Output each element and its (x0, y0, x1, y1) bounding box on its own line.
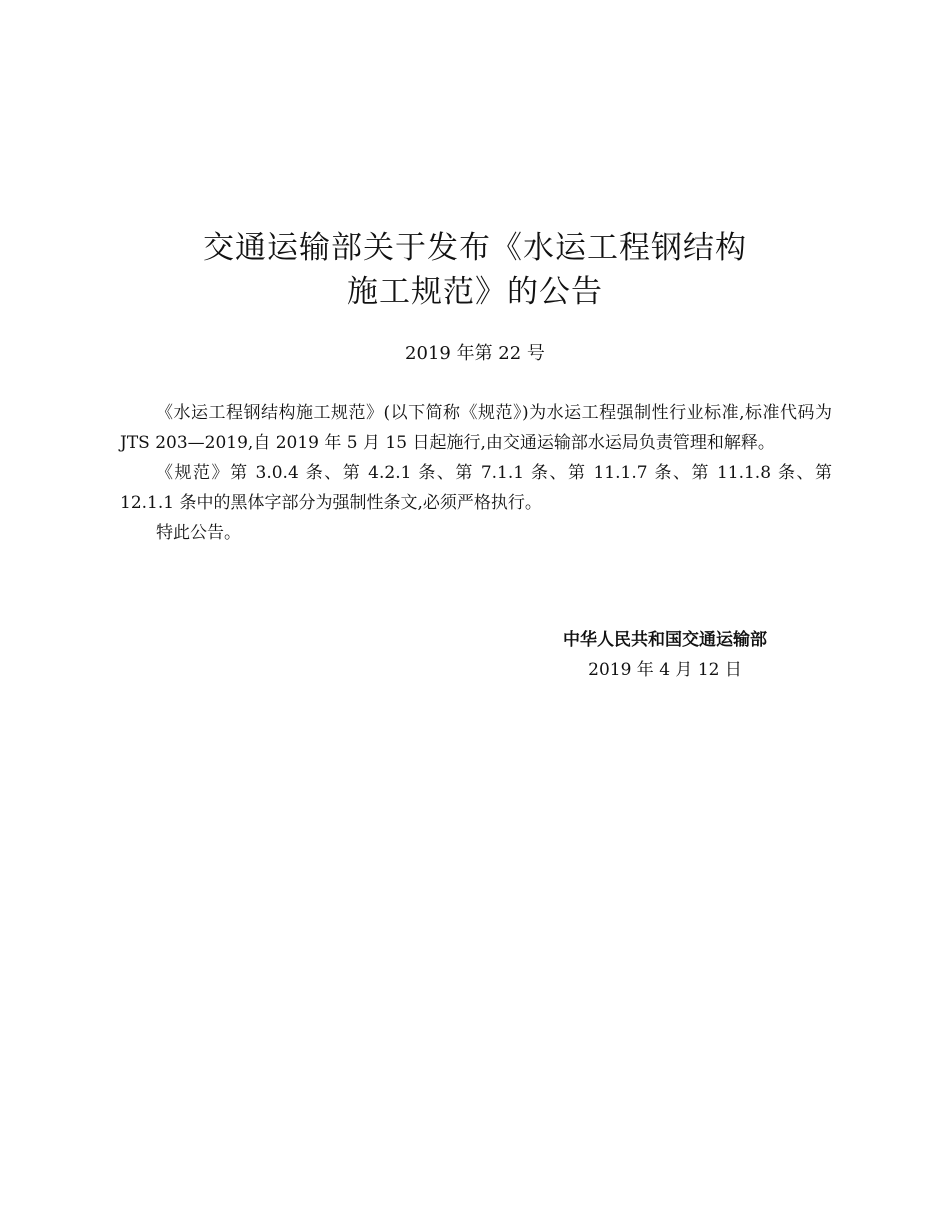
document-number: 2019 年第 22 号 (405, 343, 545, 364)
title-line-1: 交通运输部关于发布《水运工程钢结构 (203, 230, 747, 266)
paragraph-announcement: 《水运工程钢结构施工规范》(以下简称《规范》)为水运工程强制性行业标准,标准代码为JTS 203—2019,自 2019 年 5 月 15 日起施行,由交通运输部水运局负责管理和解释。 (120, 403, 832, 453)
document-body (120, 398, 832, 548)
paragraph-closing: 特此公告。 (156, 523, 241, 543)
issue-date: 2019 年 4 月 12 日 (588, 660, 742, 680)
document-title (0, 226, 950, 314)
issuing-organization: 中华人民共和国交通运输部 (563, 630, 767, 650)
paragraph-mandatory-clauses: 《规范》第 3.0.4 条、第 4.2.1 条、第 7.1.1 条、第 11.1.7 条、第 11.1.8 条、第 12.1.1 条中的黑体字部分为强制性条文,必须严格执行。 (120, 463, 832, 513)
title-line-2: 施工规范》的公告 (347, 274, 603, 310)
signature-block (540, 625, 790, 685)
